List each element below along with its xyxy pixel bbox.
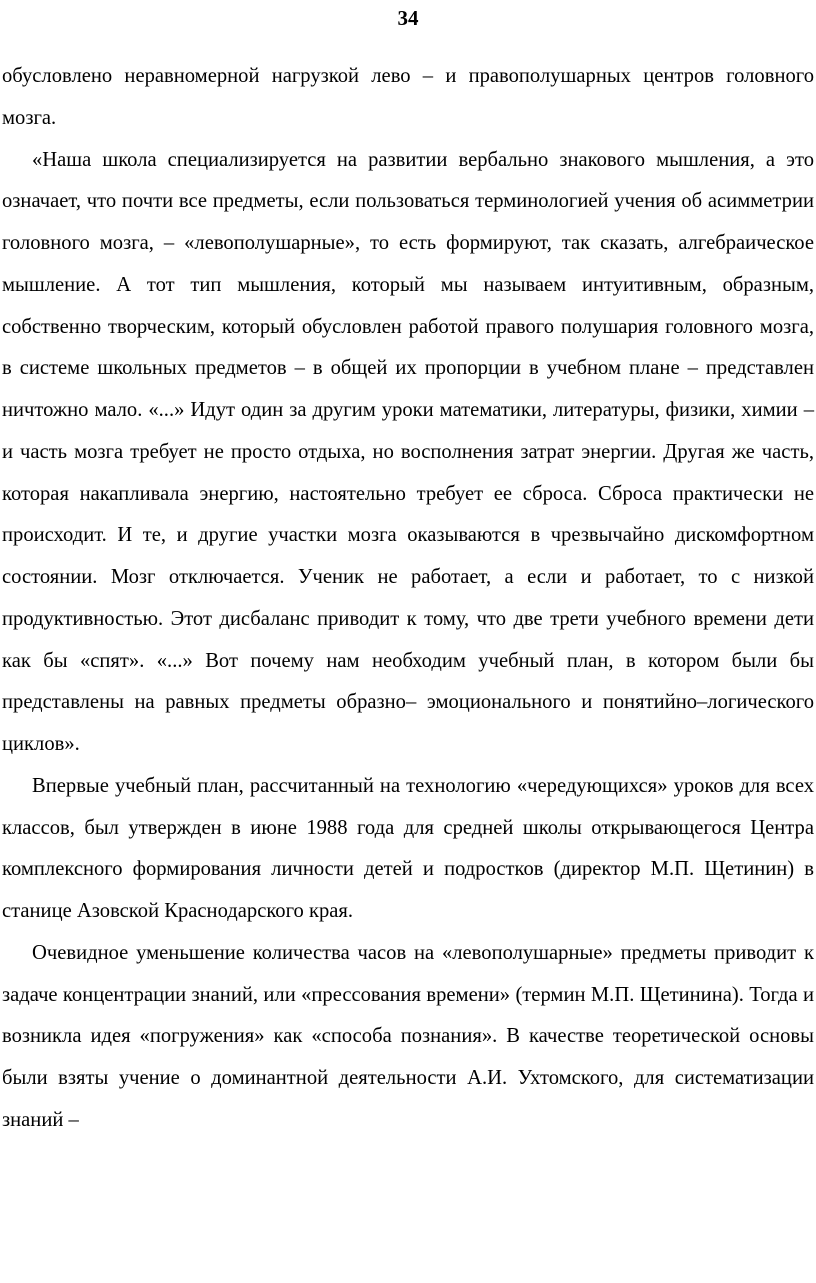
- page-number: 34: [397, 6, 419, 30]
- paragraph-immersion: Очевидное уменьшение количества часов на «левополушарные» предметы приводит к задаче концентрации знаний, или «прессования времени» (термин М.П. Щетинина). Тогда и возникла идея «погружения» как «способа познания». В качестве теоретической основы были взяты учение о доминантной деятельности А.И. Ухтомского, для систематизации знаний –: [2, 941, 814, 1131]
- document-body: [2, 56, 814, 1142]
- paragraph-quote: «Наша школа специализируется на развитии вербально знакового мышления, а это означает, что почти все предметы, если пользоваться терминологией учения об асимметрии головного мозга, – «левополушарные», то есть формируют, так сказать, алгебраическое мышление. А тот тип мышления, который мы называем интуитивным, образным, собственно творческим, который обусловлен работой правого полушария головного мозга, в системе школьных предметов – в общей их пропорции в учебном плане – представлен ничтожно мало. «...» Идут один за другим уроки математики, литературы, физики, химии – и часть мозга требует не просто отдыха, но восполнения затрат энергии. Другая же часть, которая накапливала энергию, настоятельно требует ее сброса. Сброса практически не происходит. И те, и другие участки мозга оказываются в чрезвычайно дискомфортном состоянии. Мозг отключается. Ученик не работает, а если и работает, то с низкой продуктивностью. Этот дисбаланс приводит к тому, что две трети учебного времени дети как бы «спят». «...» Вот почему нам необходим учебный план, в котором были бы представлены на равных предметы образно– эмоционального и понятийно–логического циклов».: [2, 148, 814, 755]
- paragraph-curriculum: Впервые учебный план, рассчитанный на технологию «чередующихся» уроков для всех классов, был утвержден в июне 1988 года для средней школы открывающегося Центра комплексного формирования личности детей и подростков (директор М.П. Щетинин) в станице Азовской Краснодарского края.: [2, 774, 814, 922]
- paragraph-continued: обусловлено неравномерной нагрузкой лево – и правополушарных центров головного мозга.: [2, 65, 814, 129]
